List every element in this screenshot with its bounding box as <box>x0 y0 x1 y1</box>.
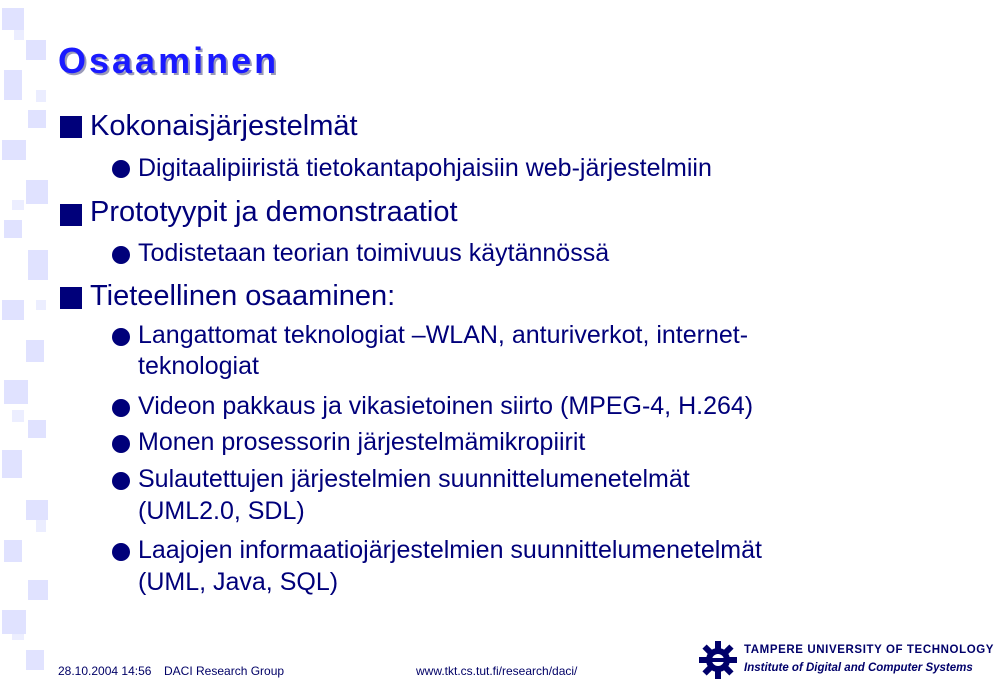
square-bullet-icon <box>60 116 82 138</box>
list-item: Langattomat teknologiat –WLAN, anturiverkot, internet- <box>138 321 749 349</box>
round-bullet-icon <box>112 328 130 346</box>
list-item: Monen prosessorin järjestelmämikropiirit <box>138 428 586 456</box>
round-bullet-icon <box>112 399 130 417</box>
slide-title: Osaaminen <box>58 40 280 81</box>
list-item: Digitaalipiiristä tietokantapohjaisiin web-järjestelmiin <box>138 154 712 182</box>
list-item: Tieteellinen osaaminen: <box>90 280 396 312</box>
university-logo-block <box>698 640 994 680</box>
round-bullet-icon <box>112 160 130 178</box>
university-name: TAMPERE UNIVERSITY OF TECHNOLOGY <box>744 644 994 656</box>
list-item-continuation: teknologiat <box>138 352 259 380</box>
square-bullet-icon <box>60 204 82 226</box>
round-bullet-icon <box>112 435 130 453</box>
square-bullet-icon <box>60 287 82 309</box>
institute-name: Institute of Digital and Computer Systems <box>744 662 973 674</box>
footer-group: DACI Research Group <box>164 664 285 678</box>
footer-url: www.tkt.cs.tut.fi/research/daci/ <box>416 664 578 678</box>
round-bullet-icon <box>112 246 130 264</box>
list-item: Videon pakkaus ja vikasietoinen siirto (MPEG-4, H.264) <box>138 392 754 420</box>
list-item: Sulautettujen järjestelmien suunnittelumenetelmät <box>138 465 690 493</box>
list-item: Laajojen informaatiojärjestelmien suunnittelumenetelmät <box>138 536 762 564</box>
footer-date: 28.10.2004 14:56 <box>58 664 152 678</box>
round-bullet-icon <box>112 543 130 561</box>
list-item: Kokonaisjärjestelmät <box>90 110 358 142</box>
list-item: Todistetaan teorian toimivuus käytännössä <box>138 239 610 267</box>
list-item-continuation: (UML2.0, SDL) <box>138 497 305 525</box>
decorative-grid-icon <box>0 0 50 696</box>
list-item: Prototyypit ja demonstraatiot <box>90 196 458 228</box>
tut-gear-logo-icon <box>698 640 738 680</box>
list-item-continuation: (UML, Java, SQL) <box>138 568 339 596</box>
round-bullet-icon <box>112 472 130 490</box>
